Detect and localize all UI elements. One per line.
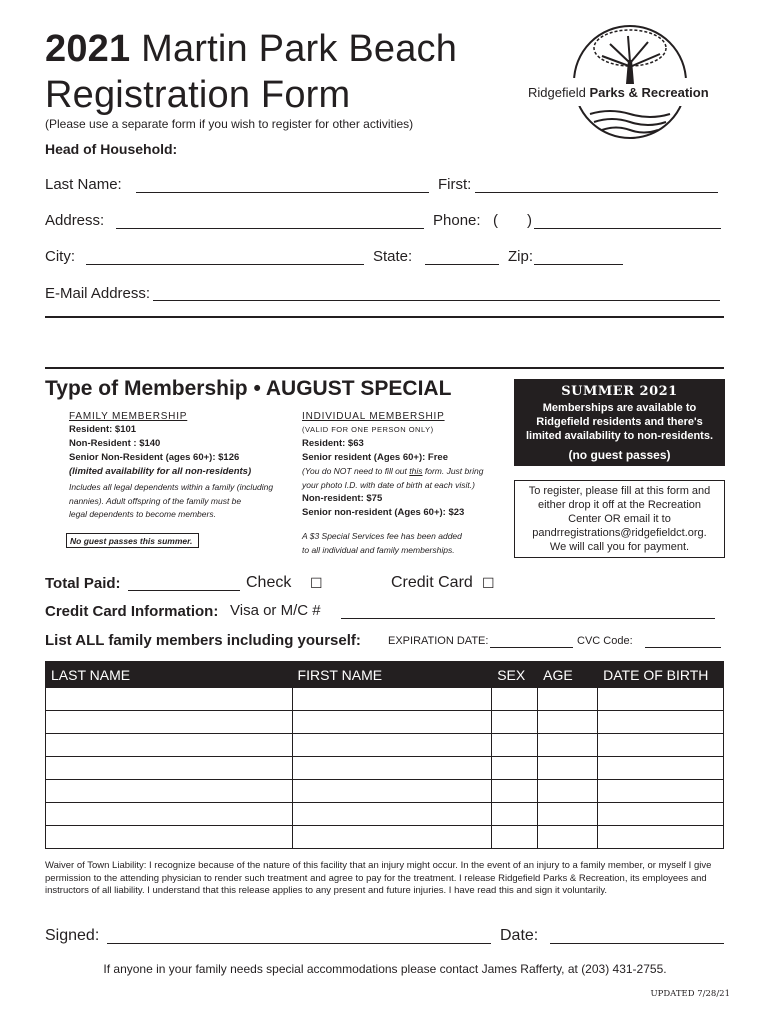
email-field[interactable] (153, 300, 720, 301)
individual-membership-heading: INDIVIDUAL MEMBERSHIP (302, 411, 445, 422)
phone-field[interactable] (534, 228, 721, 229)
family-senior-non-resident-price: Senior Non-Resident (ages 60+): $126 (69, 452, 240, 463)
state-field[interactable] (425, 264, 499, 265)
table-cell[interactable] (598, 803, 724, 826)
table-cell[interactable] (492, 711, 538, 734)
table-cell[interactable] (492, 734, 538, 757)
col-sex: SEX (492, 662, 538, 688)
fee-note-line1: A $3 Special Services fee has been added (302, 531, 462, 541)
individual-senior-non-resident-price: Senior non-resident (Ages 60+): $23 (302, 507, 465, 518)
accommodations-note: If anyone in your family needs special accommodations please contact James Rafferty, at (203) 431-2755. (103, 962, 667, 976)
table-cell[interactable] (598, 780, 724, 803)
last-name-label: Last Name: (45, 176, 122, 193)
cc-info-label: Credit Card Information: (45, 603, 219, 620)
table-cell[interactable] (46, 688, 293, 711)
table-cell[interactable] (492, 780, 538, 803)
city-label: City: (45, 248, 75, 265)
cvc-field[interactable] (645, 647, 721, 648)
table-cell[interactable] (292, 688, 492, 711)
signature-date-field[interactable] (550, 943, 724, 944)
table-cell[interactable] (292, 734, 492, 757)
table-cell[interactable] (292, 711, 492, 734)
updated-date: UPDATED 7/28/21 (650, 989, 730, 999)
family-non-resident-price: Non-Resident : $140 (69, 438, 161, 449)
summer-box-no-guest: (no guest passes) (568, 448, 671, 462)
waiver-text: Waiver of Town Liability: I recognize because of the nature of this facility that an injury might occur. In the event of an injury to a family member, or myself I give permission to the attending physician to render such treatment and agree to pay for the treatment. I release Ridgefield Parks & Recreation, its employees and instructors of all liability. I understand that this release applies to any present and future injuries. I have read this and sign it voluntarily. (45, 860, 712, 896)
info-box-line5: We will call you for payment. (549, 541, 690, 553)
credit-card-label: Credit Card (391, 574, 473, 591)
table-cell[interactable] (46, 757, 293, 780)
phone-paren-close: ) (527, 212, 532, 229)
title-line1: Martin Park Beach (141, 28, 458, 70)
table-row (46, 711, 724, 734)
individual-note-line1 (302, 465, 507, 479)
expiration-label: EXPIRATION DATE: (388, 635, 489, 647)
family-includes-line3: legal dependents to become members. (69, 509, 216, 519)
table-cell[interactable] (538, 688, 598, 711)
info-box-line2: either drop it off at the Recreation (537, 499, 702, 511)
individual-note-line2: your photo I.D. with date of birth at each visit.) (302, 479, 475, 490)
col-last-name: LAST NAME (46, 662, 293, 688)
family-includes-line2: nannies). Adult offspring of the family must be (69, 495, 242, 506)
family-includes-line1: Includes all legal dependents within a family (including (69, 482, 274, 492)
summer-box-line1: Memberships are available to (542, 402, 697, 414)
address-field[interactable] (116, 228, 424, 229)
logo-text (528, 85, 709, 100)
email-label: E-Mail Address: (45, 285, 151, 302)
table-cell[interactable] (292, 757, 492, 780)
table-cell[interactable] (598, 757, 724, 780)
zip-label: Zip: (508, 248, 534, 265)
individual-note-line1a: (You do NOT need to fill out (302, 466, 410, 476)
city-field[interactable] (86, 264, 364, 265)
first-name-label: First: (438, 176, 472, 193)
page-subtitle: (Please use a separate form if you wish to register for other activities) (45, 117, 414, 131)
title-year: 2021 (45, 28, 131, 70)
section-divider-membership (45, 367, 724, 369)
expiration-field[interactable] (490, 647, 573, 648)
family-membership-block (69, 411, 299, 522)
table-cell[interactable] (598, 826, 724, 849)
logo-name-bold: Parks & Recreation (589, 85, 709, 100)
table-cell[interactable] (46, 780, 293, 803)
phone-paren-open: ( (493, 212, 498, 229)
fee-note-line2: to all individual and family memberships. (302, 544, 455, 555)
signature-field[interactable] (107, 943, 491, 944)
table-cell[interactable] (46, 711, 293, 734)
family-members-table (45, 661, 724, 849)
table-cell[interactable] (46, 803, 293, 826)
title-line2: Registration Form (45, 74, 351, 116)
col-date-of-birth: DATE OF BIRTH (598, 662, 724, 688)
family-limited-note: (limited availability for all non-residents) (69, 466, 252, 477)
guest-note-box: No guest passes this summer. (66, 533, 199, 548)
individual-senior-resident-price: Senior resident (Ages 60+): Free (302, 452, 448, 463)
total-paid-label: Total Paid: (45, 575, 121, 592)
table-row (46, 688, 724, 711)
individual-note-line1c: form. Just bring (422, 466, 484, 476)
summer-box-title: SUMMER 2021 (561, 384, 678, 399)
info-box-email: pandrregistrations@ridgefieldct.org. (532, 527, 707, 539)
summer-box-line2: Ridgefield residents and there's (536, 416, 703, 428)
table-row (46, 826, 724, 849)
visa-label: Visa or M/C # (230, 602, 321, 619)
individual-resident-price: Resident: $63 (302, 438, 364, 449)
summer-box-line3: limited availability to non-residents. (525, 430, 714, 442)
individual-note-this: this (409, 466, 423, 476)
info-box-line3: Center OR email it to (568, 513, 671, 525)
table-cell[interactable] (538, 803, 598, 826)
table-header-row (46, 662, 724, 688)
logo-name-plain: Ridgefield (528, 85, 586, 100)
col-age: AGE (538, 662, 598, 688)
table-cell[interactable] (292, 826, 492, 849)
table-cell[interactable] (598, 711, 724, 734)
last-name-field[interactable] (136, 192, 429, 193)
table-row (46, 803, 724, 826)
table-cell[interactable] (538, 734, 598, 757)
membership-title: Type of Membership • AUGUST SPECIAL (45, 377, 452, 400)
tree-logo-icon (528, 22, 726, 146)
check-checkbox[interactable]: ☐ (310, 575, 323, 591)
table-cell[interactable] (598, 688, 724, 711)
table-cell[interactable] (46, 734, 293, 757)
table-cell[interactable] (538, 757, 598, 780)
individual-valid-note: (VALID FOR ONE PERSON ONLY) (302, 425, 434, 434)
state-label: State: (373, 248, 413, 265)
phone-label: Phone: (433, 212, 481, 229)
section-divider-top (45, 316, 724, 318)
summer-2021-box (514, 379, 725, 466)
table-cell[interactable] (538, 711, 598, 734)
table-cell[interactable] (538, 780, 598, 803)
registration-info-box (514, 480, 725, 558)
table-cell[interactable] (46, 826, 293, 849)
family-membership-heading: FAMILY MEMBERSHIP (69, 411, 188, 422)
first-name-field[interactable] (475, 192, 718, 193)
table-cell[interactable] (492, 803, 538, 826)
col-first-name: FIRST NAME (292, 662, 492, 688)
individual-membership-block (302, 411, 507, 557)
table-row (46, 734, 724, 757)
table-cell[interactable] (598, 734, 724, 757)
total-paid-field[interactable] (128, 590, 240, 591)
date-label: Date: (500, 927, 539, 944)
page-title (45, 26, 457, 118)
ridgefield-parks-logo (528, 22, 726, 146)
family-resident-price: Resident: $101 (69, 424, 137, 435)
signed-label: Signed: (45, 927, 100, 944)
check-label: Check (246, 574, 292, 591)
table-cell[interactable] (538, 826, 598, 849)
address-label: Address: (45, 212, 105, 229)
zip-field[interactable] (534, 264, 623, 265)
table-cell[interactable] (492, 826, 538, 849)
table-cell[interactable] (492, 688, 538, 711)
credit-card-checkbox[interactable]: ☐ (482, 575, 495, 591)
info-box-line1: To register, please fill at this form and (528, 485, 711, 497)
table-cell[interactable] (492, 757, 538, 780)
table-row (46, 757, 724, 780)
head-of-household-heading: Head of Household: (45, 141, 178, 157)
table-cell[interactable] (292, 780, 492, 803)
table-cell[interactable] (292, 803, 492, 826)
table-row (46, 780, 724, 803)
cvc-label: CVC Code: (577, 635, 633, 647)
list-family-label: List ALL family members including yourself: (45, 632, 361, 649)
cc-number-field[interactable] (341, 618, 715, 619)
individual-non-resident-price: Non-resident: $75 (302, 493, 383, 504)
